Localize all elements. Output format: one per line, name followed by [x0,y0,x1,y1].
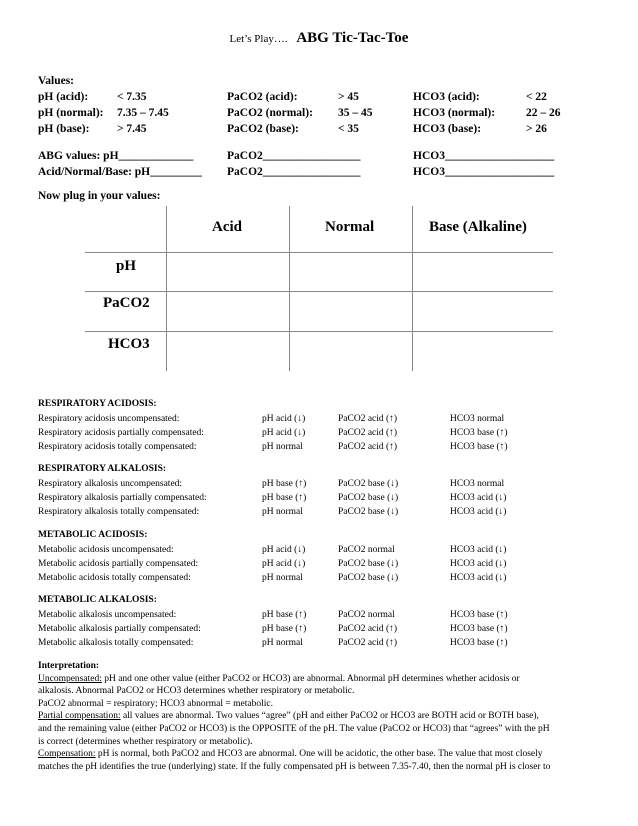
ref-label: Metabolic acidosis partially compensated: [38,559,199,569]
ref-ph: pH base (↑) [262,610,307,620]
ref-paco2: PaCO2 base (↓) [338,559,399,569]
ref-paco2: PaCO2 normal [338,545,395,555]
ref-hco3: HCO3 normal [450,414,505,424]
ref-ph: pH acid (↓) [262,428,306,438]
ref-hco3: HCO3 acid (↓) [450,493,507,503]
ref-label: Metabolic acidosis totally compensated: [38,573,191,583]
comp-text-1: pH is normal, both PaCO2 and HCO3 are abnormal. One will be acidotic, the other base. The value that most closely [95,749,543,760]
interp-comp-line1 [38,748,618,761]
ttt-header-base: Base (Alkaline) [429,219,527,235]
hco3-acid-value: < 22 [526,91,547,103]
ph-normal-label: pH (normal): [38,107,104,119]
ref-paco2: PaCO2 base (↓) [338,573,399,583]
paco2-normal-label: PaCO2 (normal): [227,107,313,119]
comp-term: Compensation: [38,749,96,760]
ref-label: Metabolic alkalosis uncompensated: [38,610,177,620]
ref-paco2: PaCO2 base (↓) [338,507,399,517]
section-title: RESPIRATORY ACIDOSIS: [38,399,157,409]
abg-hco3-blank: HCO3___________________ [413,150,555,162]
hco3-base-value: > 26 [526,123,547,135]
ref-hco3: HCO3 base (↑) [450,428,508,438]
ttt-line-v2 [289,206,290,371]
ref-ph: pH normal [262,442,303,452]
hco3-acid-label: HCO3 (acid): [413,91,480,103]
partial-text-1: all values are abnormal. Two values “agree” (pH and either PaCO2 or HCO3 are BOTH acid or BOTH base), [120,711,539,722]
ttt-row-hco3: HCO3 [108,336,150,352]
ttt-row-ph: pH [116,258,137,274]
uncomp-term: Uncompensated: [38,673,102,684]
ttt-line-h2 [85,291,553,292]
ref-ph: pH base (↑) [262,479,307,489]
ref-label: Metabolic acidosis uncompensated: [38,545,174,555]
ph-base-value: > 7.45 [117,123,147,135]
ref-hco3: HCO3 base (↑) [450,610,508,620]
ttt-line-h1 [85,252,553,253]
ref-ph: pH acid (↓) [262,414,306,424]
values-heading: Values: [38,75,74,87]
paco2-acid-value: > 45 [338,91,359,103]
comp-text-2: matches the pH identifies the true (underlying) state. If the fully compensated pH is between 7.35-7.40, then the normal pH is closer to [38,761,551,772]
ref-paco2: PaCO2 normal [338,610,395,620]
ref-ph: pH normal [262,573,303,583]
partial-term: Partial compensation: [38,711,121,722]
ref-paco2: PaCO2 acid (↑) [338,442,398,452]
hco3-normal-value: 22 – 26 [526,107,561,119]
ref-ph: pH base (↑) [262,624,307,634]
ref-paco2: PaCO2 acid (↑) [338,638,398,648]
uncomp-text-2: alkalosis. Abnormal PaCO2 or HCO3 determines whether respiratory or metabolic. [38,686,355,697]
interpretation-heading: Interpretation: [38,661,100,671]
ref-label: Metabolic alkalosis partially compensated: [38,624,201,634]
ref-paco2: PaCO2 acid (↑) [338,428,398,438]
abg-paco2-blank: PaCO2_________________ [227,150,361,162]
anb-hco3-blank: HCO3___________________ [413,166,555,178]
ref-ph: pH normal [262,507,303,517]
interp-partial-line1 [38,710,618,723]
ref-paco2: PaCO2 base (↓) [338,479,399,489]
ttt-header-acid: Acid [212,219,242,235]
ref-label: Respiratory alkalosis partially compensated: [38,493,207,503]
plug-in-heading: Now plug in your values: [38,190,161,202]
ttt-line-v3 [412,206,413,371]
ref-hco3: HCO3 base (↑) [450,442,508,452]
ph-acid-value: < 7.35 [117,91,147,103]
paco2-acid-label: PaCO2 (acid): [227,91,298,103]
section-title: METABOLIC ALKALOSIS: [38,595,157,605]
hco3-base-label: HCO3 (base): [413,123,482,135]
ref-label: Metabolic alkalosis totally compensated: [38,638,194,648]
anb-paco2-blank: PaCO2_________________ [227,166,361,178]
title-prefix: Let’s Play…. [229,33,288,45]
partial-text-3: is correct (determines whether respiratory or metabolic). [38,736,253,747]
ref-hco3: HCO3 base (↑) [450,624,508,634]
ref-label: Respiratory acidosis totally compensated: [38,442,197,452]
ref-label: Respiratory alkalosis uncompensated: [38,479,183,489]
abg-ph-blank: ABG values: pH_____________ [38,150,194,162]
section-title: RESPIRATORY ALKALOSIS: [38,464,167,474]
paco2-normal-value: 35 – 45 [338,107,373,119]
ref-label: Respiratory acidosis uncompensated: [38,414,180,424]
ttt-header-normal: Normal [325,219,375,235]
ref-ph: pH acid (↓) [262,559,306,569]
ph-acid-label: pH (acid): [38,91,89,103]
ref-ph: pH acid (↓) [262,545,306,555]
title-main: ABG Tic-Tac-Toe [296,30,409,46]
paco2-base-label: PaCO2 (base): [227,123,299,135]
ref-hco3: HCO3 base (↑) [450,638,508,648]
ref-paco2: PaCO2 base (↓) [338,493,399,503]
hco3-normal-label: HCO3 (normal): [413,107,496,119]
ref-ph: pH normal [262,638,303,648]
ref-paco2: PaCO2 acid (↑) [338,624,398,634]
interp-line3: PaCO2 abnormal = respiratory; HCO3 abnormal = metabolic. [38,698,273,709]
page-title [0,30,638,47]
ref-ph: pH base (↑) [262,493,307,503]
ref-hco3: HCO3 acid (↓) [450,573,507,583]
anb-ph-blank: Acid/Normal/Base: pH_________ [38,166,202,178]
ph-normal-value: 7.35 – 7.45 [117,107,169,119]
ref-label: Respiratory alkalosis totally compensated: [38,507,200,517]
ref-paco2: PaCO2 acid (↑) [338,414,398,424]
uncomp-text-1: pH and one other value (either PaCO2 or HCO3) are abnormal. Abnormal pH determines whether acidosis or [101,673,520,684]
ref-label: Respiratory acidosis partially compensated: [38,428,204,438]
partial-text-2: and the remaining value (either PaCO2 or HCO3) is the OPPOSITE of the pH. The value (PaCO2 or HCO3) that “agrees” with the pH [38,723,550,734]
ttt-row-paco2: PaCO2 [103,295,150,311]
paco2-base-value: < 35 [338,123,359,135]
ref-hco3: HCO3 normal [450,479,505,489]
section-title: METABOLIC ACIDOSIS: [38,530,148,540]
ref-hco3: HCO3 acid (↓) [450,545,507,555]
ttt-line-h3 [85,331,553,332]
interpretation-block [38,660,618,773]
ref-hco3: HCO3 acid (↓) [450,559,507,569]
ph-base-label: pH (base): [38,123,90,135]
ref-hco3: HCO3 acid (↓) [450,507,507,517]
interp-uncomp-line1 [38,673,618,686]
ttt-line-v1 [166,206,167,371]
